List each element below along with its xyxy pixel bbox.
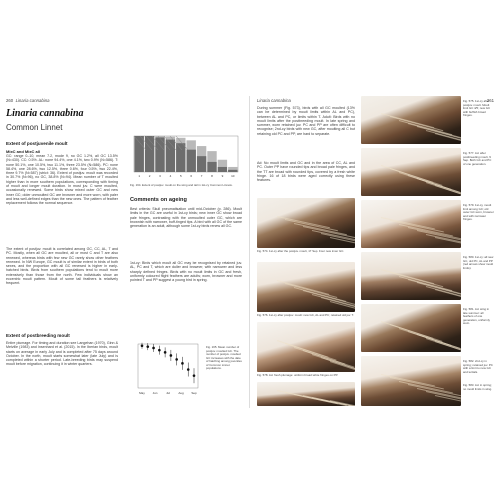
wing-photo-576 [257,262,355,312]
page-folio-right: Linaria cannabina 261 [257,98,494,103]
bar-series-2 [176,143,185,172]
wing-photo-581 [361,356,461,406]
postjuv-text-2: The extent of postjuv. moult is correlated among GC, CC, AL, T and PC. Mostly, when all GC are moulted, all or most C and T are also renewed, whereas birds with few new GC rarely show other feathers renewed. In NW Europe, GC moult is of similar extent in birds of both sexes, and the proportion with all GC renewed is higher in early-hatched birds. Birds from southern populations tend to moult more extensively than those from the north. Few individuals show an eccentric moult pattern. Moult of some tail feathers is relatively frequent. [6,247,118,286]
left-page [6,96,243,408]
section-postbreeding-heading: Extent of postbreeding moult [6,333,70,338]
fig-164-caption: Fig. 164. Extent of postjuv. moult on the wing and tail in 1st-cy Common Linnets. [130,184,233,187]
x-tick-label: Jun [152,391,158,395]
gc-by-date-chart [130,342,202,400]
chart-frame [138,344,198,388]
bar-series-2 [228,170,237,172]
comments-text-2: 1st-cy: Birds which moult all GC may be recognised by retained juv. AL, PC and T, which are duller and browner, with narrower and less sharply defined fringes. Birds with no moult limits in GC and fresh, uniformly coloured flight feathers are adults; worn, browner and more pointed T and PP suggest a young bird in spring. [130,261,242,283]
common-name: Common Linnet [6,123,63,132]
data-point [170,354,173,357]
right-page [257,96,494,408]
species-title: Linaria cannabina [6,108,84,119]
x-tick-label: 7 [200,174,203,178]
fig-165-caption: Fig. 165. Mean number of postjuv. moulted GC. The number of postjuv. moulted GC increases with the date of hatching among juveniles of Common Linnet populations. [206,346,242,370]
data-point [181,362,184,365]
mixc-subheading: MixC and MixC all [6,149,41,154]
x-tick-label: Aug [178,391,184,395]
x-tick-label: 8 [211,174,213,178]
x-tick-label: Jul [166,391,170,395]
fig-574-caption: Fig. 574. 1st-cy after the postjuv. moult, 17 Sep. Four new inner GC. [257,250,345,253]
x-tick-label: 1 [138,174,141,178]
data-point [152,347,155,350]
fig-580-caption: Fig. 581. Ad. wing in late summer: all feathers of one generation, uniformly worn. [463,308,490,325]
data-point [146,345,149,348]
bar-series-2 [135,136,144,172]
bar-series-2 [218,167,227,172]
data-point [158,349,161,352]
postjuv-text-1: GC: range 0–10, mean 7.2, mode 9, no GC 1.2%, all GC 13.5% (N=430). CC: 0.5%. AL: none 94.4%, one 4.1%, two 0.9% (N=586). T: none 50.1%, one 10.5%, two 11.1%, three 23.5% (N=586). PC: none 58.4%, one 28.6%, two 12.5%, three 0.6%, four 0.5%, two 22.4%, three 9.7% (N=587) (strict: 36). Extent of postjuv. moult was recorded in 30.7% (N=96), no GC, 38.8% (N=94). Mean number of T moulted higher than in more southern populations, corresponding with timing of moult and longer moult duration. In most juv. C were moulted, occasionally renewed. Some birds show mixed outer GC and new inner GC; older unmoulted GC are browner and more worn, with paler and less well-defined edges than the new ones. The pattern of feather replacement follows the normal sequence. [6,154,118,206]
wing-photo-578 [257,322,355,372]
comments-text-1: Best criteria: Skull pneumatisation until mid-October (p. 286). Moult limits in the GC are useful in 1st-cy birds; new inner GC show broad pale fringes, contrasting with the unmoulted outer GC, which are brownish with narrower, buff-tinged tips. A bird with all GC of the same generation is an adult, although some 1st-cy birds renew all GC. [130,207,242,229]
fig-573-caption: Fig. 575. 1st-cy after postjuv. moult. Moult limit GC 4/5; new GC with buffish broad fringes. [463,100,491,117]
section-postjuvenile-heading: Extent of postjuvenile moult [6,141,68,146]
x-tick-label: 6 [190,174,193,178]
wing-photo-575 [361,148,461,196]
fig-575-caption: Fig. 577. Ad. after postbreeding moult, 9 Sep. Both GC and PC of one generation. [463,152,492,166]
bar-series-2 [166,140,175,172]
data-point [164,351,167,354]
x-tick-label: 2 [148,174,151,178]
right-text-2: Ad: No moult limits and GC and in the area of CC, AL and PC. Outer PP have rounded tips and broad pale fringes, and the TT are broad with rounded tips, covered by a fresh white fringe. 16 of 18 birds were aged correctly using these features. [257,161,355,183]
wing-photo-573 [361,96,461,144]
bar-series-2 [155,137,164,172]
fig-578-caption: Fig. 578. Ad. fresh plumage: uniform broad white fringes on PP. [257,374,338,377]
x-tick-label: May [139,391,145,395]
bar-series-2 [145,136,154,172]
page-gutter [249,96,250,408]
data-point [187,368,190,371]
moult-extent-chart [130,134,242,180]
wing-photo-582 [257,382,355,406]
x-tick-label: 4 [169,174,172,178]
wing-photo-579 [361,252,461,300]
fig-579-caption: Fig. 580. 1st-cy: all new GC, old PC, AL and PP (red arrows show moult limits). [463,256,494,270]
postbreed-text: Entire plumage. For timing and duration see Langehan (1970), Ginn & Melville (1983) and Insenhard et al. (2015). In the Iberian birds, moult starts on average in early July and is completed after 75 days around October. In the north, moult starts somewhat later (late July) and is completed within a shorter period. Late-breeding birds may suspend moult before migration, continuing it in winter quarters. [6,341,118,367]
fig-576-caption: Fig. 576. 1st-cy after postjuv. moult: new GC, AL and PC; retained old juv. T. [257,314,354,317]
x-tick-label: 3 [159,174,161,178]
fig-581-caption: Fig. 582. 2nd-cy in spring; retained juv. PC with a limit to new GC and tertials. [463,360,493,374]
wing-photo-577 [361,200,461,248]
right-text-1: During summer (Fig. 573), birds with all GC moulted (13% can be determined by moult limits within AL and PC), between AL and PC, or limits within T. Adult: Birds with no moult limits after the postbreeding moult. In late spring and summer, worn retained juv. PC and PP are often difficult to recognise; 2nd-cy birds with new GC, after moulting all C but retaining old PC and PP, are hard to separate. [257,106,355,136]
data-point [175,358,178,361]
fig-583-caption: Fig. 583. Ad. in spring; no moult limits in wing. [463,384,493,391]
data-point [193,374,196,377]
bar-series-2 [187,150,196,172]
comments-heading: Comments on ageing [130,197,187,203]
x-tick-label: Sep [191,391,197,395]
x-tick-label: 9 [221,174,224,178]
bar-series-2 [207,162,216,172]
fig-577-caption: Fig. 579. 1st-cy, moult limit among GC; old outer GC worn, browner and with narrower fringes. [463,204,494,221]
wing-photo-574 [257,198,355,248]
x-tick-label: 5 [179,174,182,178]
bar-series-2 [197,156,206,172]
page-folio-left: 260 Linaria cannabina [6,98,50,103]
wing-photo-580 [361,304,461,352]
x-tick-label: 10 [231,174,235,178]
data-point [141,344,144,347]
